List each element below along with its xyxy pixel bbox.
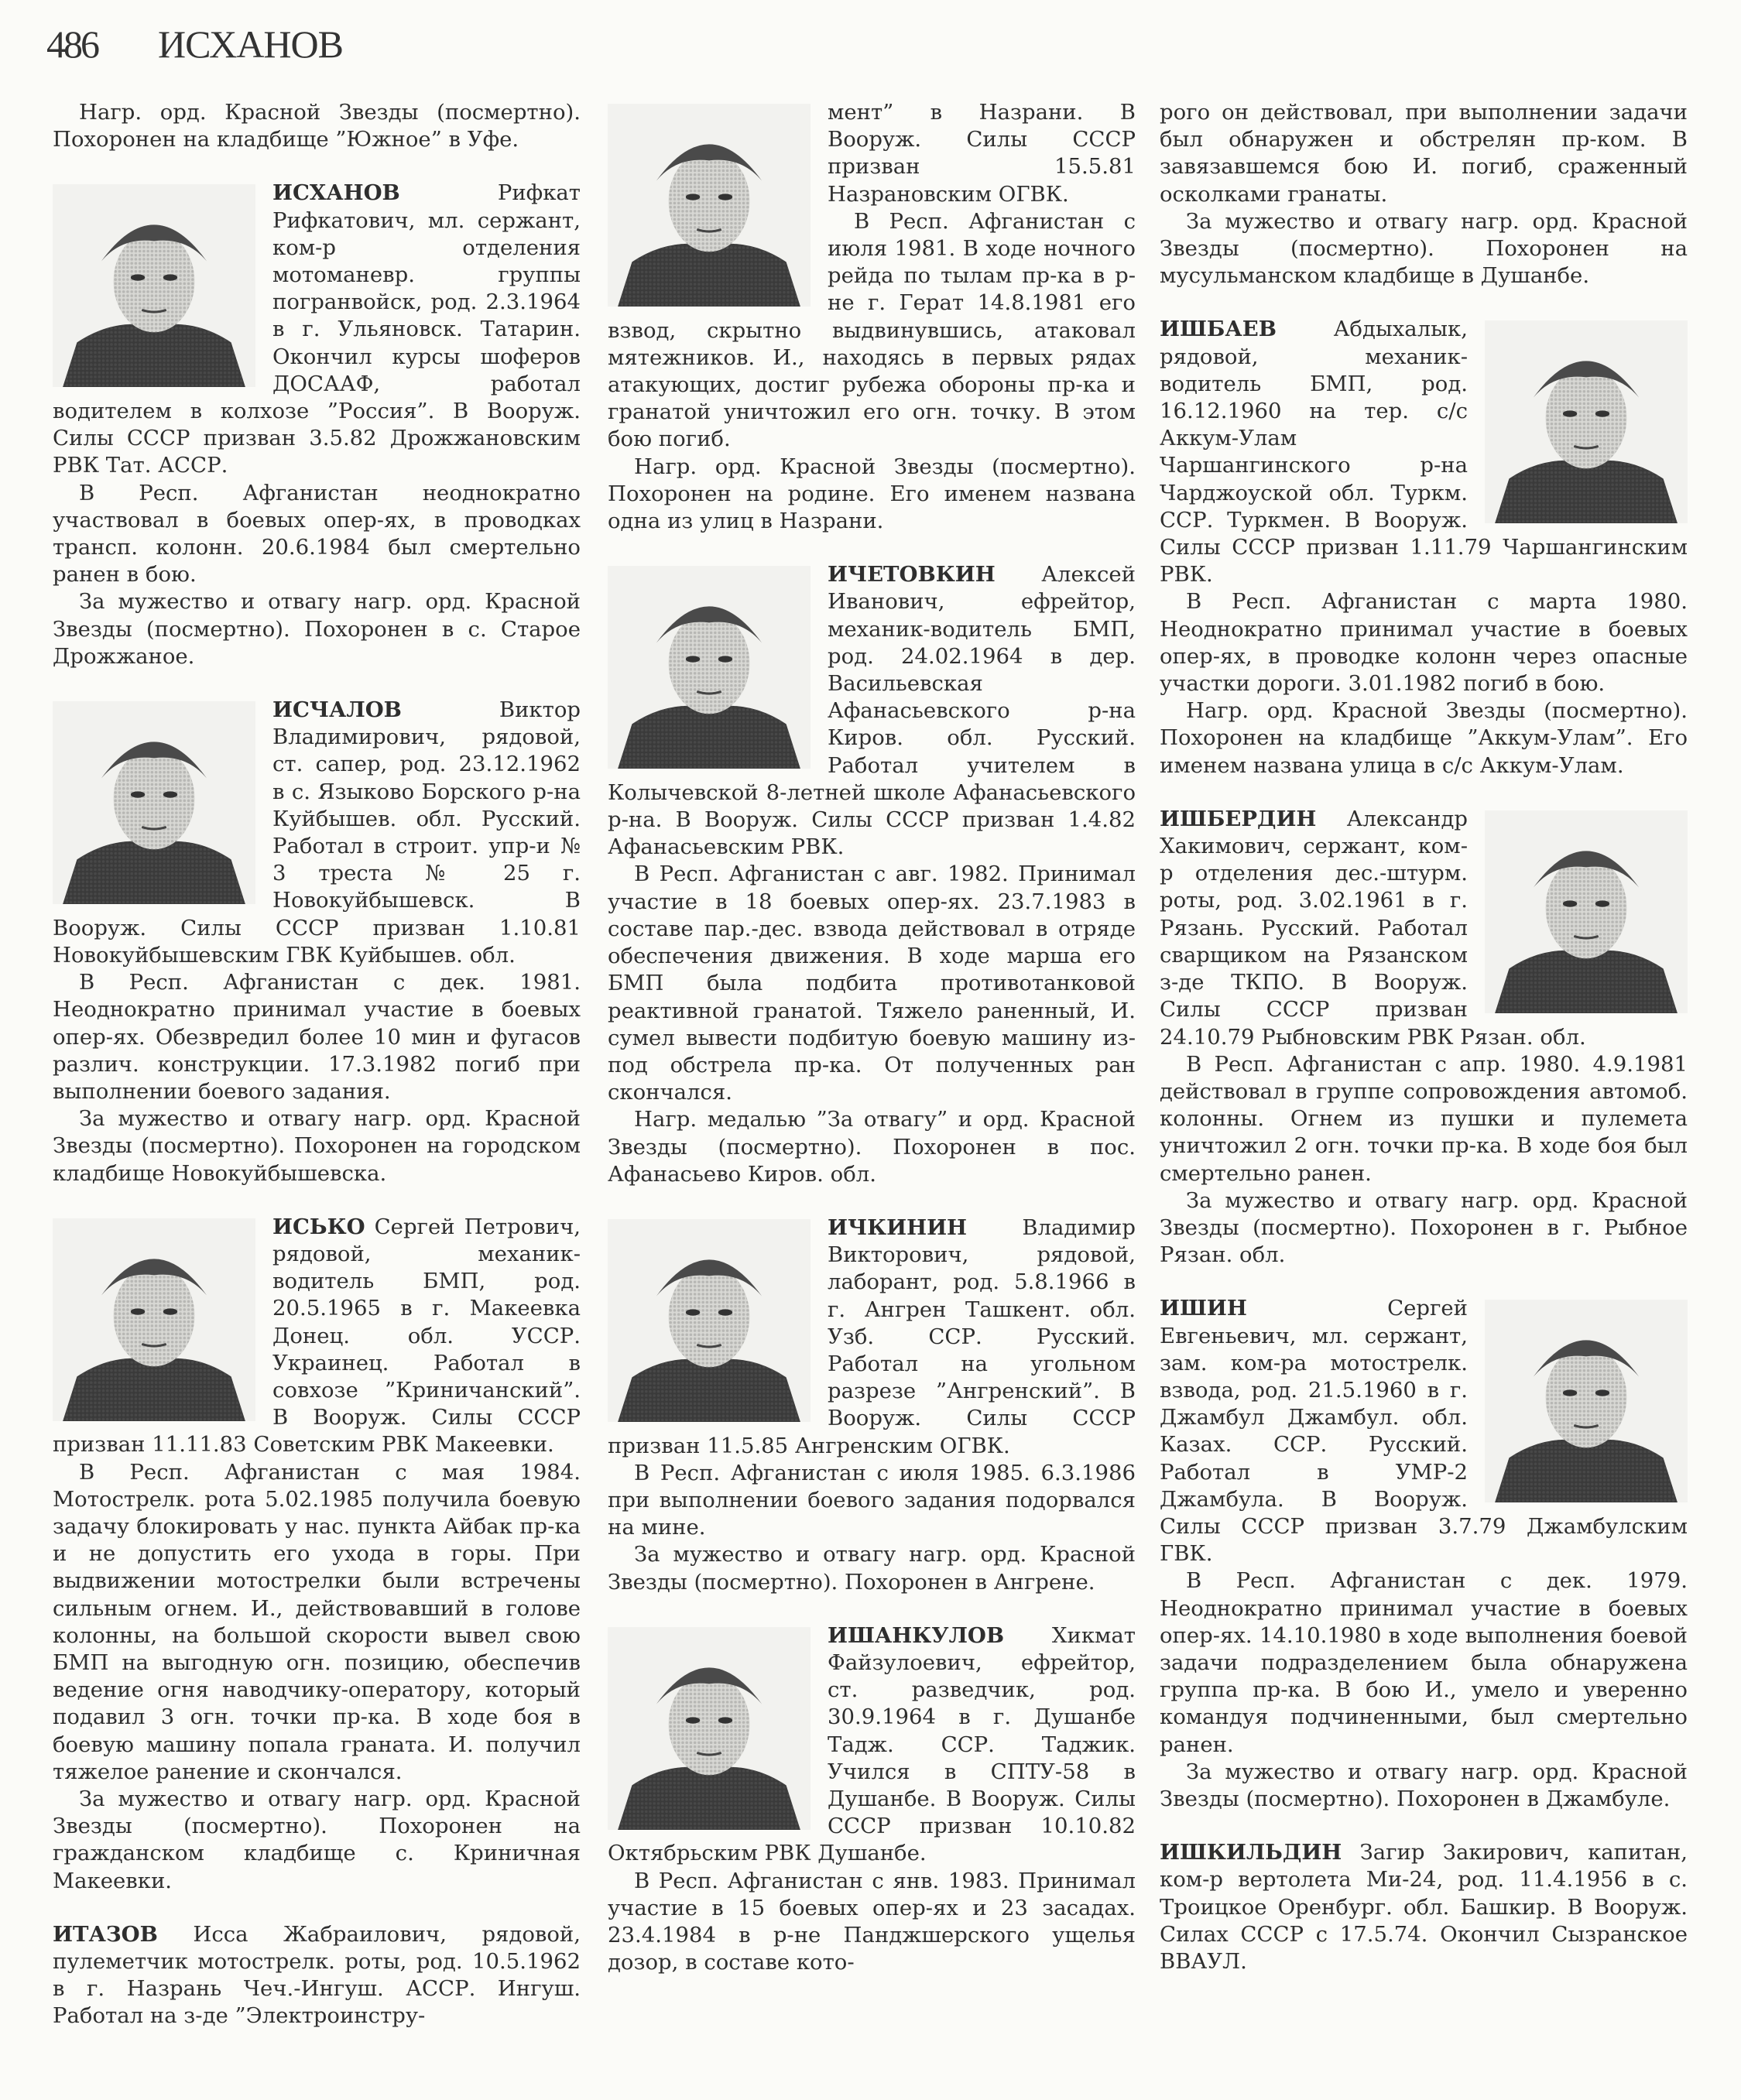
page-header — [46, 22, 343, 76]
entry-ishberdin — [1160, 806, 1688, 1269]
column-2 — [608, 99, 1136, 2002]
portrait-photo — [608, 104, 811, 307]
entry-paragraph — [1160, 697, 1688, 779]
paragraph-text: В Респ. Афганистан неоднократно участвовал в боевых опер-ях, в проводках трансп. колонн. 20.6.1984 был смертельно ранен в бою. — [53, 480, 581, 588]
portrait-photo — [1485, 810, 1688, 1013]
entry-paragraph — [608, 1106, 1136, 1188]
entry-surname: ИШБАЕВ — [1160, 317, 1277, 342]
entry-lead-paragraph — [53, 1921, 581, 2030]
paragraph-text: В Респ. Афганистан с дек. 1981. Неоднократно принимал участие в боевых опер-ях. Обезвредил более 10 мин и фугасов различ. конструкции. 17.3.1982 погиб при выполнении боевого задания. — [53, 970, 581, 1104]
entry-paragraph — [53, 1105, 581, 1187]
paragraph-text: Александр Хакимович, сержант, ком-р отделения дес.-штурм. роты, род. 3.02.1961 в г. Рязань. Русский. Работал сварщиком на Рязанском з-де ТКПО. В Вооруж. Силы СССР призван 24.10.79 Рыбновским РВК Рязан. обл. — [1160, 806, 1586, 1050]
entry-surname: ИЧЕТОВКИН — [828, 562, 996, 588]
entry-surname: ИСЬКО — [272, 1214, 365, 1239]
entry-paragraph — [1160, 1759, 1688, 1813]
entry-surname: ИШБЕРДИН — [1160, 806, 1317, 831]
paragraph-text: Исса Жабраилович, рядовой, пулеметчик мотострелк. роты, род. 10.5.1962 в г. Назрань Чеч.-Ингуш. АССР. Ингуш. Работал на з-де ”Электроинстру- — [53, 1921, 581, 2029]
paragraph-text: За мужество и отвагу нагр. орд. Красной Звезды (посмертно). Похоронен на мусульманском кладбище в Душанбе. — [1160, 208, 1688, 289]
portrait-photo — [1485, 320, 1688, 523]
entry-surname: ИСХАНОВ — [272, 180, 400, 206]
paragraph-text: Нагр. медалью ”За отвагу” и орд. Красной Звезды (посмертно). Похоронен в пос. Афанасьево Киров. обл. — [608, 1107, 1136, 1187]
entry-surname: ИШКИЛЬДИН — [1160, 1840, 1342, 1865]
entry-paragraph — [1160, 1187, 1688, 1269]
paragraph-text: За мужество и отвагу нагр. орд. Красной Звезды (посмертно). Похоронен в г. Рыбное Рязан. обл. — [1160, 1187, 1688, 1268]
entry-itazov-cont — [608, 99, 1136, 535]
entry-ichetovkin — [608, 561, 1136, 1188]
entry-iskhanov — [53, 180, 581, 670]
paragraph-text: За мужество и отвагу нагр. орд. Красной Звезды (посмертно). Похоронен в с. Старое Дрожжаное. — [53, 589, 581, 669]
entry-surname: ИШИН — [1160, 1296, 1247, 1321]
entry-ischanov-prev-tail — [53, 99, 581, 153]
paragraph-text: Нагр. орд. Красной Звезды (посмертно). Похоронен на родине. Его именем названа одна из улиц в Назрани. — [608, 454, 1136, 534]
column-1 — [53, 99, 581, 2057]
portrait-photo — [53, 184, 255, 387]
entry-paragraph — [53, 969, 581, 1105]
paragraph-text: Виктор Владимирович, рядовой, ст. сапер, род. 23.12.1962 в с. Языково Борского р-на Куйбышев. обл. Русский. Работал в строит. упр-и № 3 треста № 25 г. Новокуйбышевск. В Вооруж. Силы СССР призван 1.10.81 Новокуйбышевским ГВК Куйбышев. обл. — [53, 697, 581, 968]
entry-paragraph — [608, 1460, 1136, 1542]
paragraph-text: Алексей Иванович, ефрейтор, механик-водитель БМП, род. 24.02.1964 в дер. Васильевская Афанасьевского р-на Киров. обл. Русский. Работал учителем в Колычевской 8-летней школе Афанасьевского р-на. В Вооруж. Силы СССР призван 1.4.82 Афанасьевским РВК. — [608, 562, 1136, 860]
entry-paragraph — [608, 861, 1136, 1106]
paragraph-text: В Респ. Афганистан с апр. 1980. 4.9.1981 действовал в группе сопровождения автомоб. колонны. Огнем из пушки и пулемета уничтожил 2 огн. точки пр-ка. В ходе боя был смертельно ранен. — [1160, 1051, 1688, 1186]
entry-lead-paragraph — [1160, 99, 1688, 208]
entry-ishkildin — [1160, 1839, 1688, 1975]
paragraph-text: В Респ. Афганистан с июля 1981. В ходе ночного рейда по тылам пр-ка в р-не г. Герат 14.8.1981 его взвод, скрытно выдвинувшись, атаковал мятежников. И., находясь в первых рядах атакующих, достиг рубежа обороны пр-ка и гранатой уничтожил его огн. точку. В этом бою погиб. — [608, 208, 1136, 452]
entry-ichkinin — [608, 1214, 1136, 1596]
portrait-photo — [608, 1627, 811, 1830]
entry-ischalov — [53, 697, 581, 1187]
entry-surname: ИТАЗОВ — [53, 1921, 158, 1947]
entry-ishbaev — [1160, 316, 1688, 779]
paragraph-text: В Респ. Афганистан с дек. 1979. Неоднократно принимал участие в боевых опер-ях. 14.10.1980 в ходе выполнения боевой задачи подразделением была обнаружена группа пр-ка. В бою И., умело и уверенно командуя подчиненными, был смертельно ранен. — [1160, 1568, 1688, 1757]
paragraph-text: мент” в Назрани. В Вооруж. Силы СССР призван 15.5.81 Назрановским ОГВК. — [828, 100, 1136, 207]
entry-paragraph — [53, 1786, 581, 1895]
entry-paragraph — [608, 454, 1136, 536]
entry-paragraph — [53, 480, 581, 589]
running-head: ИСХАНОВ — [158, 22, 343, 66]
entry-lead-paragraph — [53, 99, 581, 153]
entry-surname: ИСЧАЛОВ — [272, 697, 402, 723]
entry-paragraph — [1160, 1051, 1688, 1187]
entry-paragraph — [1160, 588, 1688, 697]
paragraph-text: Сергей Евгеньевич, мл. сержант, зам. ком-ра мотострелк. взвода, род. 21.5.1960 в г. Джамбул Джамбул. обл. Казах. ССР. Русский. Работал в УМР-2 Джамбула. В Вооруж. Силы СССР призван 3.7.79 Джамбулским ГВК. — [1160, 1296, 1688, 1567]
paragraph-text: Загир Закирович, капитан, ком-р вертолета Ми-24, род. 11.4.1956 в с. Троицкое Оренбург. обл. Башкир. В Вооруж. Силах СССР с 17.5.74. Окончил Сызранское ВВАУЛ. — [1160, 1840, 1688, 1974]
paragraph-text: Хикмат Файзулоевич, ефрейтор, ст. разведчик, род. 30.9.1964 в г. Душанбе Тадж. ССР. Таджик. Учился в СПТУ-58 в Душанбе. В Вооруж. Силы СССР призван 10.10.82 Октябрьским РВК Душанбе. — [608, 1622, 1136, 1866]
entry-isko — [53, 1214, 581, 1895]
portrait-photo — [608, 566, 811, 769]
portrait-photo — [608, 1219, 811, 1422]
entry-paragraph — [608, 1541, 1136, 1595]
paragraph-text: В Респ. Афганистан с янв. 1983. Принимал участие в 15 боевых опер-ях и 23 засадах. 23.4.1984 в р-не Панджшерского ущелья дозор, в составе кото- — [608, 1868, 1136, 1975]
paragraph-text: Нагр. орд. Красной Звезды (посмертно). Похоронен на кладбище ”Южное” в Уфе. — [53, 100, 581, 152]
paragraph-text: Владимир Викторович, рядовой, лаборант, род. 5.8.1966 в г. Ангрен Ташкент. обл. Узб. ССР. Русский. Работал на угольном разрезе ”Ангренский”. В Вооруж. Силы СССР призван 11.5.85 Ангренским ОГВК. — [608, 1214, 1136, 1458]
paragraph-text: В Респ. Афганистан с авг. 1982. Принимал участие в 18 боевых опер-ях. 23.7.1983 в составе пар.-дес. взвода действовал в отряде обеспечения движения. В ходе марша его БМП была подбита противотанковой реактивной гранатой. Тяжело раненный, И. сумел вывести подбитую боевую машину из-под обстрела пр-ка. От полученных ран скончался. — [608, 862, 1136, 1105]
entry-ishankulov-cont — [1160, 99, 1688, 289]
entry-paragraph — [1160, 208, 1688, 290]
paragraph-text: За мужество и отвагу нагр. орд. Красной Звезды (посмертно). Похоронен на городском кладбище Новокуйбышевска. — [53, 1106, 581, 1186]
paragraph-text: В Респ. Афганистан с мая 1984. Мотострелк. рота 5.02.1985 получила боевую задачу блокировать у нас. пункта Айбак пр-ка и не допустить его ухода в горы. При выдвижении мотострелки были встречены сильным огнем. И., действовавший в голове колонны, на большой скорости вывел свою БМП на выгодную огн. позицию, обеспечив ведение огня наводчику-оператору, который подавил 3 огн. точки пр-ка. В ходе боя в боевую машину попала граната. И. получил тяжелое ранение и скончался. — [53, 1459, 581, 1784]
paragraph-text: За мужество и отвагу нагр. орд. Красной Звезды (посмертно). Похоронен на гражданском кладбище с. Криничная Макеевки. — [53, 1786, 581, 1893]
portrait-photo — [53, 701, 255, 904]
entry-paragraph — [53, 1459, 581, 1786]
portrait-photo — [53, 1218, 255, 1421]
paragraph-text: В Респ. Афганистан с марта 1980. Неоднократно принимал участие в боевых опер-ях, в проводке колонн через опасные участки дороги. 3.01.1982 погиб в бою. — [1160, 589, 1688, 697]
entry-surname: ИЧКИНИН — [828, 1214, 968, 1240]
paragraph-text: Нагр. орд. Красной Звезды (посмертно). Похоронен на кладбище ”Аккум-Улам”. Его именем названа улица в с/с Аккум-Улам. — [1160, 698, 1688, 778]
column-3 — [1160, 99, 1688, 2002]
paragraph-text: Абдыхалык, рядовой, механик-водитель БМП, род. 16.12.1960 на тер. с/с Аккум-Улам Чаршангинского р-на Чарджоуской обл. Туркм. ССР. Туркмен. В Вооруж. Силы СССР призван 1.11.79 Чаршангинским РВК. — [1160, 317, 1688, 588]
paragraph-text: рого он действовал, при выполнении задачи был обнаружен и обстрелян пр-ком. В завязавшемся бою И. погиб, сраженный осколками гранаты. — [1160, 100, 1688, 207]
entry-ishin — [1160, 1295, 1688, 1813]
paragraph-text: За мужество и отвагу нагр. орд. Красной Звезды (посмертно). Похоронен в Ангрене. — [608, 1542, 1136, 1595]
entry-paragraph — [53, 588, 581, 670]
entry-surname: ИШАНКУЛОВ — [828, 1622, 1005, 1648]
portrait-photo — [1485, 1300, 1688, 1502]
paragraph-text: За мужество и отвагу нагр. орд. Красной Звезды (посмертно). Похоронен в Джамбуле. — [1160, 1759, 1688, 1811]
paragraph-text: Рифкат Рифкатович, мл. сержант, ком-р отделения мотоманевр. группы погранвойск, род. 2.3.1964 в г. Ульяновск. Татарин. Окончил курсы шоферов ДОСААФ, работал водителем в колхозе ”Россия”. В Вооруж. Силы СССР призван 3.5.82 Дрожжановским РВК Тат. АССР. — [53, 180, 581, 478]
entry-lead-paragraph — [1160, 1839, 1688, 1975]
entry-ishankulov — [608, 1622, 1136, 1977]
entry-paragraph — [608, 1868, 1136, 1977]
entry-paragraph — [1160, 1567, 1688, 1758]
paragraph-text: Сергей Петрович, рядовой, механик-водитель БМП, род. 20.5.1965 в г. Макеевка Донец. обл. УССР. Украинец. Работал в совхозе ”Криничанский”. В Вооруж. Силы СССР призван 11.11.83 Советским РВК Макеевки. — [53, 1214, 581, 1458]
paragraph-text: В Респ. Афганистан с июля 1985. 6.3.1986 при выполнении боевого задания подорвался на мине. — [608, 1460, 1136, 1540]
page-number: 486 — [46, 22, 98, 66]
entry-itazov — [53, 1921, 581, 2030]
